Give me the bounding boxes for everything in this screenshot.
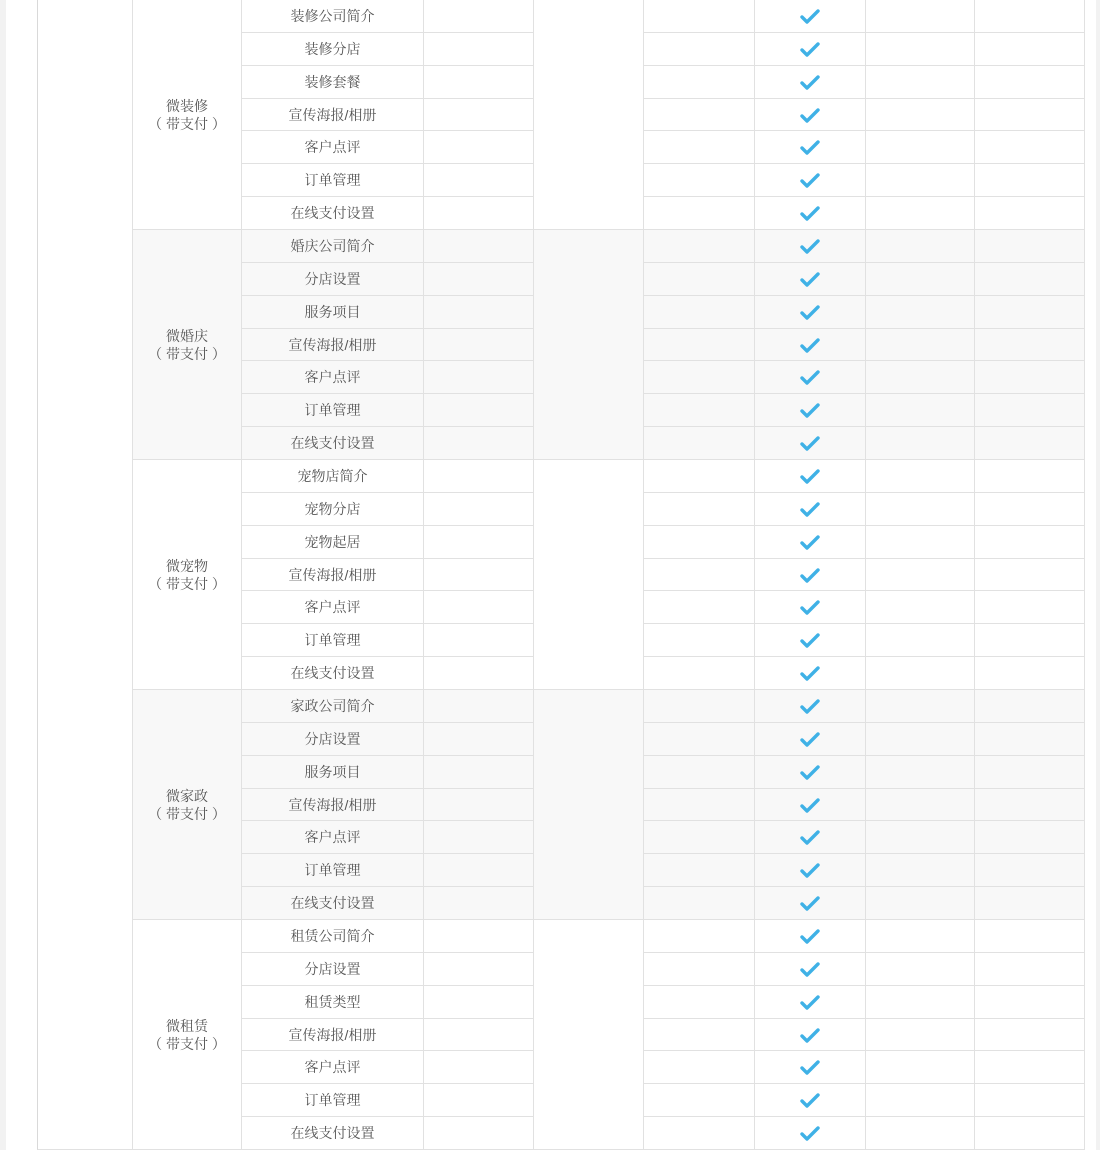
feature-value-cell [975,591,1085,624]
feature-value-cell [424,230,534,263]
feature-name-cell: 婚庆公司简介 [242,230,424,263]
feature-value-cell [975,789,1085,821]
feature-check-cell [755,460,866,493]
checkmark-icon [800,435,820,451]
feature-name-cell: 宣传海报/相册 [242,329,424,361]
checkmark-icon [800,271,820,287]
feature-name-cell: 租赁公司简介 [242,920,424,953]
feature-value-cell [975,230,1085,263]
feature-value-cell [866,493,975,526]
feature-value-cell [644,559,755,591]
feature-value-cell [424,854,534,887]
checkmark-icon [800,369,820,385]
feature-name-cell: 订单管理 [242,164,424,197]
feature-name-cell: 分店设置 [242,263,424,296]
feature-value-cell [975,986,1085,1019]
feature-value-cell [424,296,534,329]
group-span-cell [534,230,644,460]
feature-value-cell [424,1117,534,1150]
feature-value-cell [424,427,534,460]
checkmark-icon [800,698,820,714]
feature-value-cell [975,164,1085,197]
feature-value-cell [866,460,975,493]
module-name-cell: 微婚庆 （ 带支付 ） [133,230,242,460]
feature-check-cell [755,164,866,197]
feature-value-cell [975,756,1085,789]
feature-check-cell [755,361,866,394]
feature-check-cell [755,0,866,33]
feature-name-cell: 服务项目 [242,296,424,329]
feature-value-cell [866,164,975,197]
feature-check-cell [755,33,866,66]
feature-value-cell [644,296,755,329]
feature-value-cell [975,953,1085,986]
feature-value-cell [866,99,975,131]
feature-value-cell [424,526,534,559]
feature-value-cell [866,230,975,263]
feature-value-cell [644,131,755,164]
feature-value-cell [975,1084,1085,1117]
feature-check-cell [755,953,866,986]
feature-value-cell [644,723,755,756]
feature-name-cell: 装修分店 [242,33,424,66]
feature-check-cell [755,329,866,361]
feature-value-cell [644,427,755,460]
feature-value-cell [975,460,1085,493]
checkmark-icon [800,731,820,747]
feature-check-cell [755,99,866,131]
feature-check-cell [755,591,866,624]
feature-name-cell: 客户点评 [242,1051,424,1084]
feature-value-cell [975,99,1085,131]
feature-value-cell [975,887,1085,920]
feature-value-cell [424,920,534,953]
feature-name-cell: 宣传海报/相册 [242,789,424,821]
feature-value-cell [424,690,534,723]
checkmark-icon [800,632,820,648]
module-name-cell: 微租赁 （ 带支付 ） [133,920,242,1150]
feature-value-cell [866,756,975,789]
checkmark-icon [800,534,820,550]
checkmark-icon [800,895,820,911]
feature-value-cell [644,986,755,1019]
checkmark-icon [800,107,820,123]
feature-value-cell [424,66,534,99]
feature-name-cell: 客户点评 [242,821,424,854]
feature-value-cell [975,690,1085,723]
feature-value-cell [424,164,534,197]
feature-name-cell: 装修公司简介 [242,0,424,33]
feature-value-cell [644,230,755,263]
feature-check-cell [755,690,866,723]
feature-value-cell [424,1051,534,1084]
feature-value-cell [424,624,534,657]
feature-value-cell [424,99,534,131]
feature-value-cell [866,1051,975,1084]
content-panel [6,0,1096,1150]
group-span-cell [534,690,644,920]
feature-value-cell [424,361,534,394]
feature-value-cell [644,854,755,887]
feature-value-cell [866,854,975,887]
feature-value-cell [866,789,975,821]
feature-name-cell: 在线支付设置 [242,1117,424,1150]
feature-check-cell [755,526,866,559]
checkmark-icon [800,829,820,845]
feature-name-cell: 分店设置 [242,953,424,986]
feature-check-cell [755,854,866,887]
feature-value-cell [644,953,755,986]
feature-value-cell [644,657,755,690]
feature-check-cell [755,197,866,230]
checkmark-icon [800,304,820,320]
feature-value-cell [644,920,755,953]
feature-value-cell [866,329,975,361]
feature-value-cell [866,723,975,756]
feature-value-cell [975,854,1085,887]
feature-value-cell [424,887,534,920]
checkmark-icon [800,501,820,517]
feature-value-cell [975,427,1085,460]
feature-value-cell [644,756,755,789]
feature-value-cell [644,66,755,99]
feature-value-cell [975,821,1085,854]
feature-value-cell [975,394,1085,427]
feature-name-cell: 家政公司简介 [242,690,424,723]
feature-check-cell [755,296,866,329]
feature-name-cell: 宣传海报/相册 [242,1019,424,1051]
feature-value-cell [424,559,534,591]
feature-name-cell: 客户点评 [242,361,424,394]
checkmark-icon [800,8,820,24]
feature-value-cell [424,394,534,427]
feature-value-cell [975,361,1085,394]
feature-value-cell [975,624,1085,657]
feature-value-cell [424,953,534,986]
checkmark-icon [800,1092,820,1108]
feature-value-cell [644,1019,755,1051]
feature-value-cell [424,821,534,854]
checkmark-icon [800,402,820,418]
feature-value-cell [644,821,755,854]
feature-check-cell [755,821,866,854]
feature-check-cell [755,756,866,789]
group-span-cell [534,460,644,690]
checkmark-icon [800,337,820,353]
feature-value-cell [975,493,1085,526]
feature-value-cell [424,1019,534,1051]
feature-value-cell [644,460,755,493]
feature-value-cell [424,0,534,33]
feature-value-cell [866,526,975,559]
feature-check-cell [755,986,866,1019]
feature-value-cell [866,33,975,66]
feature-value-cell [424,1084,534,1117]
feature-value-cell [975,657,1085,690]
feature-name-cell: 租赁类型 [242,986,424,1019]
feature-value-cell [866,657,975,690]
feature-value-cell [424,197,534,230]
feature-value-cell [866,0,975,33]
feature-check-cell [755,887,866,920]
module-name-cell: 微宠物 （ 带支付 ） [133,460,242,690]
feature-value-cell [866,131,975,164]
feature-check-cell [755,427,866,460]
feature-value-cell [975,296,1085,329]
feature-value-cell [424,131,534,164]
feature-check-cell [755,493,866,526]
feature-value-cell [644,1051,755,1084]
feature-value-cell [644,164,755,197]
feature-value-cell [644,99,755,131]
checkmark-icon [800,599,820,615]
checkmark-icon [800,238,820,254]
feature-value-cell [644,263,755,296]
feature-name-cell: 宣传海报/相册 [242,99,424,131]
feature-value-cell [644,197,755,230]
checkmark-icon [800,961,820,977]
feature-value-cell [866,66,975,99]
checkmark-icon [800,994,820,1010]
checkmark-icon [800,764,820,780]
checkmark-icon [800,862,820,878]
feature-value-cell [975,33,1085,66]
feature-check-cell [755,1117,866,1150]
checkmark-icon [800,205,820,221]
feature-value-cell [975,66,1085,99]
feature-value-cell [866,920,975,953]
feature-value-cell [424,657,534,690]
feature-check-cell [755,263,866,296]
feature-value-cell [866,263,975,296]
feature-name-cell: 装修套餐 [242,66,424,99]
feature-value-cell [975,920,1085,953]
feature-value-cell [866,591,975,624]
feature-value-cell [644,394,755,427]
feature-value-cell [866,1084,975,1117]
feature-value-cell [424,493,534,526]
checkmark-icon [800,172,820,188]
feature-value-cell [644,789,755,821]
feature-value-cell [866,1117,975,1150]
feature-value-cell [644,1084,755,1117]
feature-value-cell [866,559,975,591]
feature-value-cell [644,887,755,920]
feature-check-cell [755,131,866,164]
feature-name-cell: 在线支付设置 [242,657,424,690]
feature-name-cell: 宠物店简介 [242,460,424,493]
feature-check-cell [755,789,866,821]
feature-value-cell [866,953,975,986]
feature-check-cell [755,723,866,756]
feature-check-cell [755,66,866,99]
checkmark-icon [800,1027,820,1043]
feature-value-cell [644,1117,755,1150]
feature-check-cell [755,920,866,953]
feature-value-cell [975,0,1085,33]
feature-value-cell [424,723,534,756]
feature-name-cell: 服务项目 [242,756,424,789]
feature-value-cell [424,263,534,296]
category-column-cell [37,0,133,1150]
feature-name-cell: 宠物分店 [242,493,424,526]
feature-value-cell [644,624,755,657]
feature-value-cell [424,591,534,624]
checkmark-icon [800,1125,820,1141]
feature-comparison-table [37,0,1085,1150]
feature-value-cell [866,986,975,1019]
checkmark-icon [800,74,820,90]
group-span-cell [534,0,644,230]
feature-value-cell [866,1019,975,1051]
feature-value-cell [644,33,755,66]
feature-value-cell [866,690,975,723]
feature-name-cell: 订单管理 [242,1084,424,1117]
feature-check-cell [755,230,866,263]
feature-value-cell [866,624,975,657]
feature-name-cell: 订单管理 [242,394,424,427]
feature-value-cell [975,263,1085,296]
feature-value-cell [975,131,1085,164]
feature-check-cell [755,1051,866,1084]
feature-value-cell [424,460,534,493]
feature-value-cell [975,1019,1085,1051]
checkmark-icon [800,665,820,681]
group-span-cell [534,920,644,1150]
feature-check-cell [755,657,866,690]
feature-value-cell [866,361,975,394]
feature-name-cell: 客户点评 [242,591,424,624]
feature-check-cell [755,1019,866,1051]
feature-value-cell [975,197,1085,230]
module-name-cell: 微装修 （ 带支付 ） [133,0,242,230]
checkmark-icon [800,567,820,583]
feature-value-cell [644,690,755,723]
checkmark-icon [800,928,820,944]
feature-name-cell: 在线支付设置 [242,427,424,460]
feature-name-cell: 宠物起居 [242,526,424,559]
feature-value-cell [424,986,534,1019]
feature-check-cell [755,1084,866,1117]
feature-check-cell [755,559,866,591]
feature-check-cell [755,394,866,427]
feature-value-cell [975,329,1085,361]
feature-check-cell [755,624,866,657]
feature-name-cell: 分店设置 [242,723,424,756]
feature-name-cell: 客户点评 [242,131,424,164]
feature-value-cell [644,0,755,33]
checkmark-icon [800,468,820,484]
checkmark-icon [800,797,820,813]
feature-value-cell [866,394,975,427]
checkmark-icon [800,1059,820,1075]
feature-name-cell: 订单管理 [242,624,424,657]
checkmark-icon [800,41,820,57]
feature-value-cell [866,427,975,460]
feature-value-cell [424,756,534,789]
feature-name-cell: 在线支付设置 [242,197,424,230]
feature-name-cell: 宣传海报/相册 [242,559,424,591]
feature-name-cell: 在线支付设置 [242,887,424,920]
feature-value-cell [866,296,975,329]
feature-value-cell [644,526,755,559]
feature-value-cell [975,526,1085,559]
feature-name-cell: 订单管理 [242,854,424,887]
feature-value-cell [644,361,755,394]
feature-value-cell [975,1117,1085,1150]
feature-value-cell [424,33,534,66]
feature-value-cell [866,821,975,854]
feature-value-cell [975,1051,1085,1084]
feature-value-cell [866,887,975,920]
checkmark-icon [800,139,820,155]
feature-value-cell [424,329,534,361]
feature-value-cell [975,723,1085,756]
feature-value-cell [424,789,534,821]
module-name-cell: 微家政 （ 带支付 ） [133,690,242,920]
feature-value-cell [866,197,975,230]
feature-value-cell [975,559,1085,591]
feature-value-cell [644,591,755,624]
feature-value-cell [644,329,755,361]
feature-value-cell [644,493,755,526]
